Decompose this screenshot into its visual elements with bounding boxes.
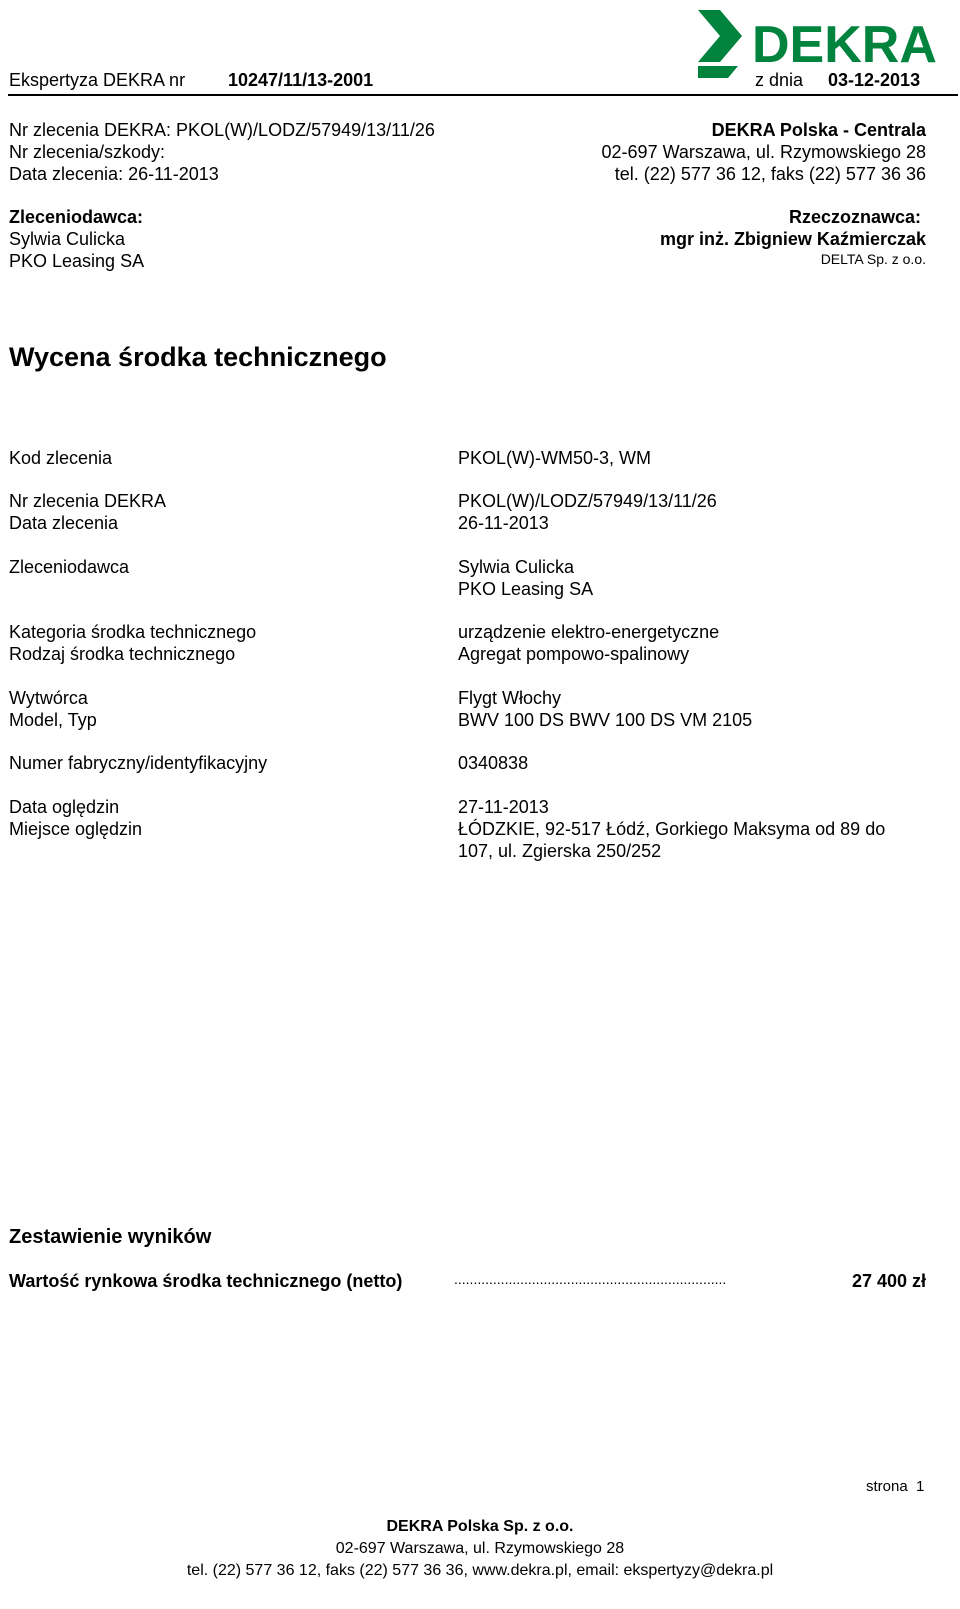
client-heading: Zleceniodawca: xyxy=(9,207,144,227)
expertise-label: Ekspertyza DEKRA nr xyxy=(9,70,186,90)
field-row-type xyxy=(9,644,949,666)
field-label: Data oględzin xyxy=(9,797,120,817)
footer xyxy=(0,1516,960,1582)
field-row-serial-number xyxy=(9,753,949,775)
field-value: Flygt Włochy xyxy=(458,688,562,708)
field-value: 26-11-2013 xyxy=(458,513,549,533)
field-row-order-code xyxy=(9,448,949,470)
field-label: Numer fabryczny/identyfikacyjny xyxy=(9,753,268,773)
field-label: Kod zlecenia xyxy=(9,448,113,468)
field-value: ŁÓDZKIE, 92-517 Łódź, Gorkiego Maksyma od 89 do xyxy=(458,819,886,839)
field-value: 0340838 xyxy=(458,753,529,773)
field-value: urządzenie elektro-energetyczne xyxy=(458,622,720,642)
svg-text:DEKRA: DEKRA xyxy=(752,16,937,74)
footer-contact: tel. (22) 577 36 12, faks (22) 577 36 36, www.dekra.pl, email: ekspertyzy@dekra.pl xyxy=(186,1562,774,1579)
page-number-value: 1 xyxy=(916,1478,925,1495)
market-value-label: Wartość rynkowa środka technicznego (netto) xyxy=(9,1271,403,1291)
footer-company: DEKRA Polska Sp. z o.o. xyxy=(386,1518,574,1535)
field-row-order-date xyxy=(9,513,949,535)
office-name: DEKRA Polska - Centrala xyxy=(711,120,926,140)
footer-address: 02-697 Warszawa, ul. Rzymowskiego 28 xyxy=(335,1540,625,1557)
office-phone: tel. (22) 577 36 12, faks (22) 577 36 36 xyxy=(614,164,926,184)
field-value: 107, ul. Zgierska 250/252 xyxy=(458,841,662,861)
market-value: 27 400 zł xyxy=(851,1271,926,1291)
expertise-number: 10247/11/13-2001 xyxy=(228,70,374,90)
client-person: Sylwia Culicka xyxy=(9,229,126,249)
field-label: Kategoria środka technicznego xyxy=(9,622,257,642)
field-row-dekra-order xyxy=(9,491,949,513)
order-date-line: Data zlecenia: 26-11-2013 xyxy=(9,164,219,184)
field-value: Agregat pompowo-spalinowy xyxy=(458,644,690,664)
document-title: Wycena środka technicznego xyxy=(9,342,387,372)
office-address: 02-697 Warszawa, ul. Rzymowskiego 28 xyxy=(601,142,926,162)
appraiser-name: mgr inż. Zbigniew Kaźmierczak xyxy=(659,229,926,249)
order-number-line: Nr zlecenia DEKRA: PKOL(W)/LODZ/57949/13/11/26 xyxy=(9,120,435,140)
field-value: 27-11-2013 xyxy=(458,797,549,817)
field-label: Miejsce oględzin xyxy=(9,819,143,839)
claim-number-line: Nr zlecenia/szkody: xyxy=(9,142,166,162)
leader-dots: ...................................................................... xyxy=(454,1271,727,1287)
field-label: Zleceniodawca xyxy=(9,557,130,577)
field-row-inspection-place xyxy=(9,819,949,841)
field-row-category xyxy=(9,622,949,644)
field-row-client xyxy=(9,557,949,579)
field-value: Sylwia Culicka xyxy=(458,557,575,577)
field-label: Data zlecenia xyxy=(9,513,119,533)
field-row-client-company xyxy=(9,579,949,601)
date-label: z dnia xyxy=(755,70,804,90)
client-company: PKO Leasing SA xyxy=(9,251,145,271)
field-row-model xyxy=(9,710,949,732)
field-value: PKO Leasing SA xyxy=(458,579,594,599)
field-row-inspection-place-cont xyxy=(9,841,949,863)
appraiser-heading: Rzeczoznawca: xyxy=(788,207,921,227)
dekra-logo xyxy=(698,6,958,78)
page-number xyxy=(866,1478,924,1495)
header-divider xyxy=(8,94,958,96)
field-row-inspection-date xyxy=(9,797,949,819)
field-value: BWV 100 DS BWV 100 DS VM 2105 xyxy=(458,710,753,730)
field-value: PKOL(W)/LODZ/57949/13/11/26 xyxy=(458,491,717,511)
field-value: PKOL(W)-WM50-3, WM xyxy=(458,448,651,468)
date-value: 03-12-2013 xyxy=(828,70,921,90)
field-row-manufacturer xyxy=(9,688,949,710)
field-label: Wytwórca xyxy=(9,688,88,708)
field-label: Model, Typ xyxy=(9,710,97,730)
field-label: Rodzaj środka technicznego xyxy=(9,644,236,664)
page-label: strona xyxy=(866,1478,908,1495)
field-label: Nr zlecenia DEKRA xyxy=(9,491,167,511)
appraiser-company: DELTA Sp. z o.o. xyxy=(820,251,926,267)
summary-heading: Zestawienie wyników xyxy=(9,1226,212,1248)
